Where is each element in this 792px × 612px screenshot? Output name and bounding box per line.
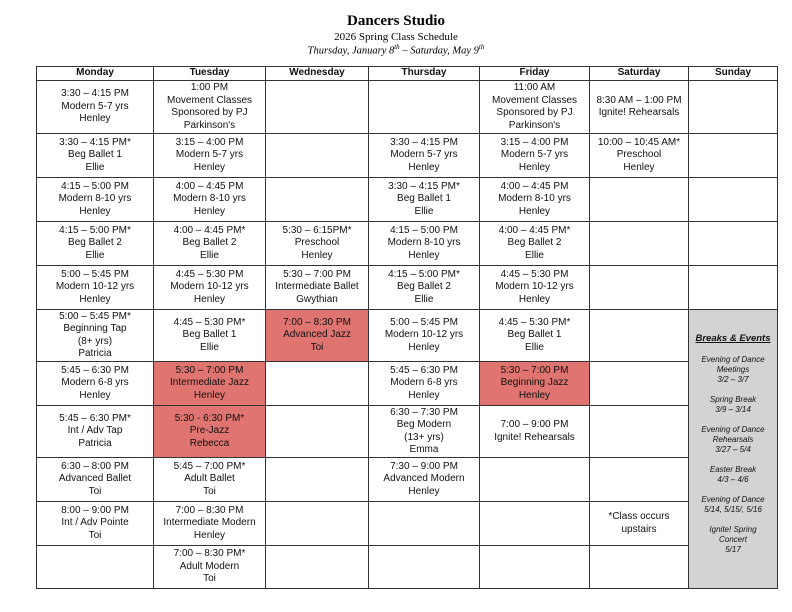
- class-line: 6:30 – 7:30 PM: [390, 406, 458, 418]
- class-line: Modern 8-10 yrs: [58, 193, 132, 205]
- empty-cell: [590, 310, 689, 362]
- class-line: 3:30 – 4:15 PM: [390, 136, 458, 148]
- class-line: Toi: [310, 341, 324, 353]
- class-cell: [480, 222, 590, 266]
- class-line: Henley: [79, 113, 111, 125]
- class-line: Ellie: [200, 249, 219, 261]
- class-line: Toi: [88, 485, 102, 497]
- class-line: Modern 5-7 yrs: [500, 149, 569, 161]
- class-line: Adult Modern: [179, 560, 240, 572]
- schedule-row: [37, 81, 778, 134]
- class-line: Modern 10-12 yrs: [170, 281, 249, 293]
- class-line: Modern 5-7 yrs: [390, 149, 458, 161]
- class-cell: [369, 310, 480, 362]
- class-line: Sponsored by PJ: [496, 107, 573, 118]
- date-end: – Saturday, May 9: [399, 45, 479, 57]
- class-line: Henley: [623, 161, 655, 173]
- class-line: Ellie: [414, 293, 434, 305]
- class-cell: [37, 178, 154, 222]
- class-line: 4:00 – 4:45 PM*: [498, 224, 571, 236]
- class-line: Ignite! Rehearsals: [494, 431, 575, 443]
- schedule-row: [37, 458, 778, 502]
- class-cell: [480, 362, 590, 406]
- schedule-row: [37, 546, 778, 589]
- breaks-events-title: Breaks & Events: [695, 332, 771, 344]
- event-item: Evening of Dance Meetings 3/2 – 3/7: [701, 355, 765, 385]
- class-line: Pre-Jazz: [189, 425, 230, 437]
- class-line: Ellie: [414, 205, 434, 217]
- date-range: [0, 43, 792, 57]
- empty-cell: [590, 546, 689, 589]
- event-item: Evening of Dance 5/14, 5/15/, 5/16: [701, 495, 765, 515]
- class-line: Preschool: [616, 149, 662, 161]
- class-cell: [37, 310, 154, 362]
- date-start: Thursday, January 8: [307, 45, 395, 57]
- schedule-row: [37, 362, 778, 406]
- empty-cell: [590, 222, 689, 266]
- class-line: Emma: [409, 444, 439, 455]
- class-cell: [480, 310, 590, 362]
- class-line: Advanced Modern: [383, 473, 465, 485]
- class-line: Henley: [79, 205, 111, 217]
- class-line: 7:00 – 8:30 PM*: [173, 548, 246, 560]
- class-line: 5:45 – 6:30 PM: [61, 364, 129, 376]
- empty-cell: [689, 81, 778, 134]
- class-line: Henley: [79, 293, 111, 305]
- class-line: Adult Ballet: [184, 473, 235, 485]
- class-line: 7:00 – 8:30 PM: [283, 316, 351, 328]
- class-line: Ellie: [85, 249, 105, 261]
- class-line: Intermediate Jazz: [170, 377, 249, 389]
- class-line: Ellie: [525, 249, 544, 261]
- event-item: Ignite! Spring Concert 5/17: [709, 525, 757, 555]
- class-line: 11:00 AM: [513, 82, 556, 93]
- class-line: Henley: [408, 341, 440, 353]
- class-cell: [154, 546, 266, 589]
- day-header: Wednesday: [266, 67, 369, 81]
- event-item: Spring Break 3/9 – 3/14: [709, 395, 757, 415]
- class-line: 5:00 – 5:45 PM: [390, 316, 458, 328]
- date-start-suffix: th: [394, 43, 400, 51]
- class-line: Modern 5-7 yrs: [175, 149, 244, 161]
- class-line: Henley: [518, 205, 551, 217]
- empty-cell: [689, 222, 778, 266]
- class-line: Modern 8-10 yrs: [498, 193, 571, 205]
- empty-cell: [266, 178, 369, 222]
- class-cell: [590, 81, 689, 134]
- class-line: (13+ yrs): [404, 431, 444, 443]
- class-cell: [369, 134, 480, 178]
- class-line: Parkinson's: [508, 119, 561, 131]
- class-cell: [154, 458, 266, 502]
- class-line: Ellie: [200, 341, 219, 353]
- class-cell: [154, 406, 266, 458]
- class-line: Parkinson's: [183, 119, 236, 131]
- empty-cell: [480, 546, 590, 589]
- class-line: 4:15 – 5:00 PM*: [59, 224, 131, 236]
- empty-cell: [266, 134, 369, 178]
- class-line: 4:15 – 5:00 PM*: [388, 268, 460, 280]
- class-line: Henley: [408, 485, 440, 497]
- class-line: Modern 6-8 yrs: [61, 377, 129, 389]
- class-line: Henley: [518, 293, 551, 305]
- class-line: Henley: [518, 389, 551, 401]
- schedule-table: [36, 66, 778, 589]
- class-line: 5:30 – 7:00 PM: [175, 364, 244, 376]
- class-cell: [37, 458, 154, 502]
- class-cell: [480, 266, 590, 310]
- class-line: Movement Classes: [491, 94, 578, 106]
- class-line: 3:30 – 4:15 PM*: [388, 180, 460, 192]
- empty-cell: [689, 178, 778, 222]
- class-line: 7:00 – 8:30 PM: [175, 504, 244, 516]
- day-header: Friday: [480, 67, 590, 81]
- empty-cell: [369, 502, 480, 546]
- class-line: Modern 10-12 yrs: [55, 281, 135, 293]
- class-line: Henley: [518, 161, 551, 173]
- class-line: 4:45 – 5:30 PM: [500, 268, 569, 280]
- schedule-row: [37, 406, 778, 458]
- class-cell: [154, 310, 266, 362]
- class-line: Ignite! Rehearsals: [598, 107, 680, 118]
- class-line: 4:00 – 4:45 PM*: [173, 224, 246, 236]
- day-header: Thursday: [369, 67, 480, 81]
- class-line: 5:30 – 7:00 PM: [500, 364, 569, 376]
- class-line: Beg Ballet 2: [507, 237, 562, 249]
- empty-cell: [37, 546, 154, 589]
- empty-cell: [689, 134, 778, 178]
- class-cell: [154, 362, 266, 406]
- class-line: Henley: [408, 249, 440, 261]
- class-line: Henley: [193, 389, 226, 401]
- empty-cell: [266, 502, 369, 546]
- empty-cell: [590, 266, 689, 310]
- class-line: Patricia: [78, 348, 112, 359]
- class-line: Gwythian: [296, 293, 338, 305]
- class-line: 5:30 – 6:15PM*: [282, 224, 352, 236]
- class-line: 1:00 PM: [190, 82, 229, 93]
- class-line: 5:45 – 6:30 PM: [390, 364, 458, 376]
- class-line: *Class occurs: [608, 511, 670, 522]
- class-line: Toi: [203, 485, 216, 497]
- class-cell: [37, 266, 154, 310]
- class-line: 4:45 – 5:30 PM*: [173, 316, 246, 328]
- class-line: Henley: [79, 389, 111, 401]
- class-line: 3:15 – 4:00 PM: [175, 136, 244, 148]
- empty-cell: [266, 362, 369, 406]
- class-line: Preschool: [294, 237, 340, 249]
- class-cell: [37, 222, 154, 266]
- schedule-row: [37, 266, 778, 310]
- class-line: 5:30 - 6:30 PM*: [174, 412, 245, 424]
- upstairs-note: [590, 502, 689, 546]
- class-line: Intermediate Modern: [163, 517, 256, 529]
- class-cell: [37, 502, 154, 546]
- class-line: Intermediate Ballet: [275, 281, 359, 293]
- empty-cell: [590, 362, 689, 406]
- class-line: 4:45 – 5:30 PM*: [498, 316, 571, 328]
- class-line: Henley: [193, 529, 226, 541]
- empty-cell: [266, 406, 369, 458]
- class-line: Toi: [203, 573, 216, 585]
- day-header: Sunday: [689, 67, 778, 81]
- class-line: Beg Ballet 1: [397, 193, 451, 205]
- class-cell: [266, 310, 369, 362]
- class-line: 5:30 – 7:00 PM: [283, 268, 351, 280]
- date-end-suffix: th: [478, 43, 485, 51]
- empty-cell: [480, 458, 590, 502]
- class-line: Int / Adv Pointe: [61, 517, 129, 529]
- class-line: 4:00 – 4:45 PM: [500, 180, 569, 192]
- class-line: Movement Classes: [166, 94, 253, 106]
- class-line: 3:30 – 4:15 PM: [61, 88, 129, 100]
- class-line: Henley: [408, 161, 440, 173]
- event-item: Evening of Dance Rehearsals 3/27 – 5/4: [701, 425, 765, 455]
- class-line: Henley: [193, 205, 226, 217]
- schedule-row: [37, 134, 778, 178]
- class-cell: [369, 458, 480, 502]
- day-header-row: [37, 67, 778, 81]
- class-cell: [369, 222, 480, 266]
- class-line: 5:45 – 7:00 PM*: [173, 460, 246, 472]
- class-line: 6:30 – 8:00 PM: [61, 460, 129, 472]
- class-line: Modern 10-12 yrs: [384, 329, 464, 341]
- class-line: Beg Ballet 1: [68, 149, 122, 161]
- class-line: Beg Ballet 2: [68, 237, 122, 249]
- class-line: Beg Ballet 2: [182, 237, 237, 249]
- class-cell: [154, 134, 266, 178]
- empty-cell: [689, 266, 778, 310]
- class-line: Modern 6-8 yrs: [390, 377, 458, 389]
- class-line: 3:15 – 4:00 PM: [500, 136, 569, 148]
- class-line: Rebecca: [189, 437, 230, 449]
- class-line: 5:00 – 5:45 PM*: [59, 310, 131, 322]
- class-cell: [37, 362, 154, 406]
- schedule-row: [37, 310, 778, 362]
- class-line: Patricia: [78, 437, 112, 449]
- class-line: Ellie: [525, 341, 544, 353]
- class-cell: [266, 266, 369, 310]
- class-line: 4:00 – 4:45 PM: [175, 180, 244, 192]
- class-line: Ellie: [85, 161, 105, 173]
- class-line: upstairs: [621, 523, 657, 535]
- empty-cell: [266, 546, 369, 589]
- schedule-row: [37, 222, 778, 266]
- class-line: 4:15 – 5:00 PM: [390, 224, 458, 236]
- class-cell: [266, 222, 369, 266]
- class-line: Henley: [193, 161, 226, 173]
- class-line: Modern 8-10 yrs: [387, 237, 461, 249]
- class-cell: [154, 178, 266, 222]
- class-line: Beginning Tap: [63, 323, 127, 334]
- class-cell: [154, 266, 266, 310]
- empty-cell: [590, 178, 689, 222]
- class-cell: [37, 406, 154, 458]
- class-cell: [369, 178, 480, 222]
- class-line: (8+ yrs): [77, 335, 113, 347]
- event-item: Easter Break 4/3 – 4/6: [709, 465, 757, 485]
- class-line: Sponsored by PJ: [171, 107, 248, 118]
- class-line: 5:00 – 5:45 PM: [61, 268, 129, 280]
- class-line: Beg Ballet 2: [397, 281, 451, 293]
- class-line: 10:00 – 10:45 AM*: [597, 136, 681, 148]
- day-header: Monday: [37, 67, 154, 81]
- class-line: Advanced Ballet: [58, 473, 132, 485]
- class-line: 5:45 – 6:30 PM*: [59, 412, 131, 424]
- empty-cell: [369, 546, 480, 589]
- page-title: Dancers Studio: [347, 13, 445, 29]
- class-line: Int / Adv Tap: [67, 425, 123, 437]
- class-cell: [369, 266, 480, 310]
- class-line: Beginning Jazz: [500, 377, 569, 389]
- empty-cell: [590, 458, 689, 502]
- class-cell: [154, 222, 266, 266]
- class-line: Modern 10-12 yrs: [495, 281, 574, 293]
- class-line: Henley: [301, 249, 333, 261]
- class-line: 3:30 – 4:15 PM*: [59, 136, 131, 148]
- class-line: 7:00 – 9:00 PM: [500, 419, 569, 430]
- class-cell: [480, 134, 590, 178]
- class-line: 4:15 – 5:00 PM: [61, 180, 129, 192]
- class-line: 8:00 – 9:00 PM: [61, 504, 129, 516]
- class-line: Beg Ballet 1: [182, 329, 237, 341]
- class-cell: [480, 406, 590, 458]
- class-line: Modern 8-10 yrs: [173, 193, 246, 205]
- class-cell: [480, 178, 590, 222]
- class-cell: [37, 81, 154, 134]
- class-cell: [590, 134, 689, 178]
- day-header: Tuesday: [154, 67, 266, 81]
- class-line: Henley: [193, 293, 226, 305]
- empty-cell: [590, 406, 689, 458]
- empty-cell: [480, 502, 590, 546]
- class-line: 7:30 – 9:00 PM: [390, 460, 458, 472]
- class-line: Modern 5-7 yrs: [61, 100, 129, 112]
- class-line: Advanced Jazz: [283, 329, 351, 341]
- class-cell: [369, 362, 480, 406]
- class-line: Henley: [408, 389, 440, 401]
- class-cell: [480, 81, 590, 134]
- class-line: 8:30 AM – 1:00 PM: [596, 94, 682, 106]
- class-cell: [37, 134, 154, 178]
- class-cell: [154, 81, 266, 134]
- class-line: 4:45 – 5:30 PM: [175, 268, 244, 280]
- schedule-row: [37, 502, 778, 546]
- schedule-row: [37, 178, 778, 222]
- breaks-events-panel: [689, 310, 778, 589]
- class-line: Toi: [88, 529, 102, 541]
- class-line: Beg Modern: [396, 419, 452, 430]
- class-line: Beg Ballet 1: [507, 329, 562, 341]
- empty-cell: [266, 81, 369, 134]
- day-header: Saturday: [590, 67, 689, 81]
- class-cell: [369, 406, 480, 458]
- page-subtitle: 2026 Spring Class Schedule: [334, 31, 458, 43]
- class-cell: [154, 502, 266, 546]
- empty-cell: [369, 81, 480, 134]
- empty-cell: [266, 458, 369, 502]
